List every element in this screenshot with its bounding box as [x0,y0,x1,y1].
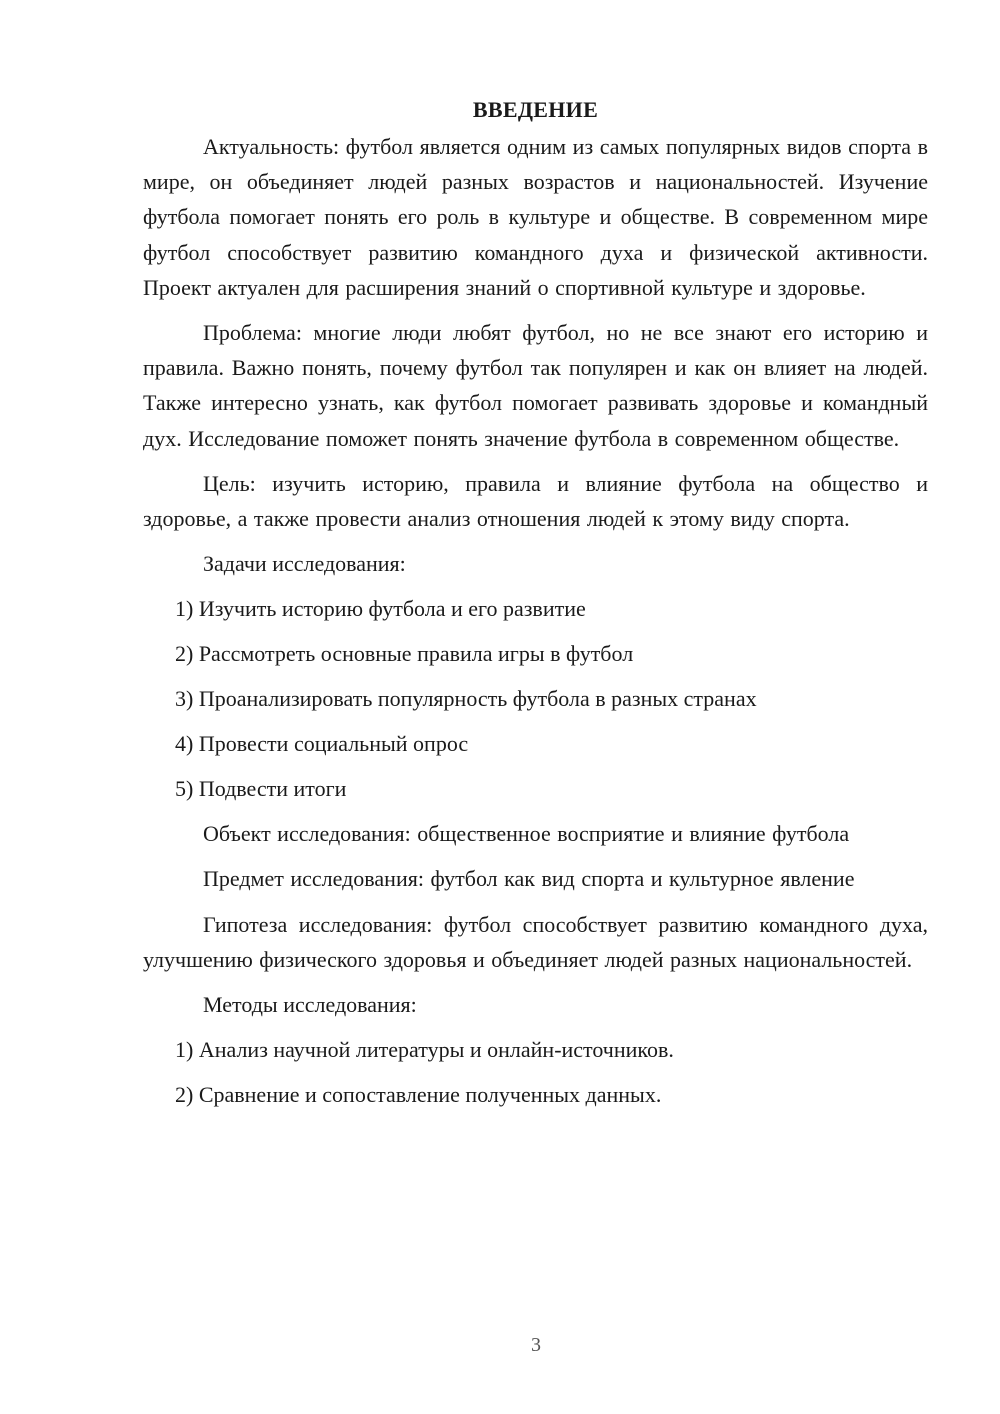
list-item: 2) Сравнение и сопоставление полученных данных. [175,1082,662,1108]
hypothesis-paragraph: Гипотеза исследования: футбол способствует развитию командного духа, улучшению физического здоровья и объединяет людей разных национальностей. [143,911,928,972]
relevance-paragraph: Актуальность: футбол является одним из самых популярных видов спорта в мире, он объединяет людей разных возрастов и национальностей. Изучение футбола помогает понять его роль в культуре и обществе. В современном мире футбол способствует развитию командного духа и физической активности. Проект актуален для расширения знаний о спортивной культуре и здоровье. [143,134,928,300]
tasks-label: Задачи исследования: [203,551,406,577]
list-item: 1) Изучить историю футбола и его развитие [175,596,586,622]
list-item: 4) Провести социальный опрос [175,731,469,757]
object-paragraph: Объект исследования: общественное восприятие и влияние футбола [203,821,850,847]
list-item: 3) Проанализировать популярность футбола в разных странах [175,686,757,712]
document-page [143,92,928,1122]
subject-paragraph: Предмет исследования: футбол как вид спорта и культурное явление [203,866,855,892]
section-heading: ВВЕДЕНИЕ [472,97,599,122]
page-number: 3 [531,1334,541,1356]
tasks-list [143,591,928,806]
problem-paragraph: Проблема: многие люди любят футбол, но не все знают его историю и правила. Важно понять, почему футбол так популярен и как он влияет на людей. Также интересно узнать, как футбол помогает развивать здоровье и командный дух. Исследование поможет понять значение футбола в современном обществе. [143,320,928,451]
methods-label: Методы исследования: [203,992,417,1018]
list-item: 1) Анализ научной литературы и онлайн-источников. [175,1037,674,1063]
methods-list [143,1032,928,1112]
goal-paragraph: Цель: изучить историю, правила и влияние футбола на общество и здоровье, а также провести анализ отношения людей к этому виду спорта. [143,470,928,532]
list-item: 5) Подвести итоги [175,776,347,802]
list-item: 2) Рассмотреть основные правила игры в футбол [175,641,634,667]
